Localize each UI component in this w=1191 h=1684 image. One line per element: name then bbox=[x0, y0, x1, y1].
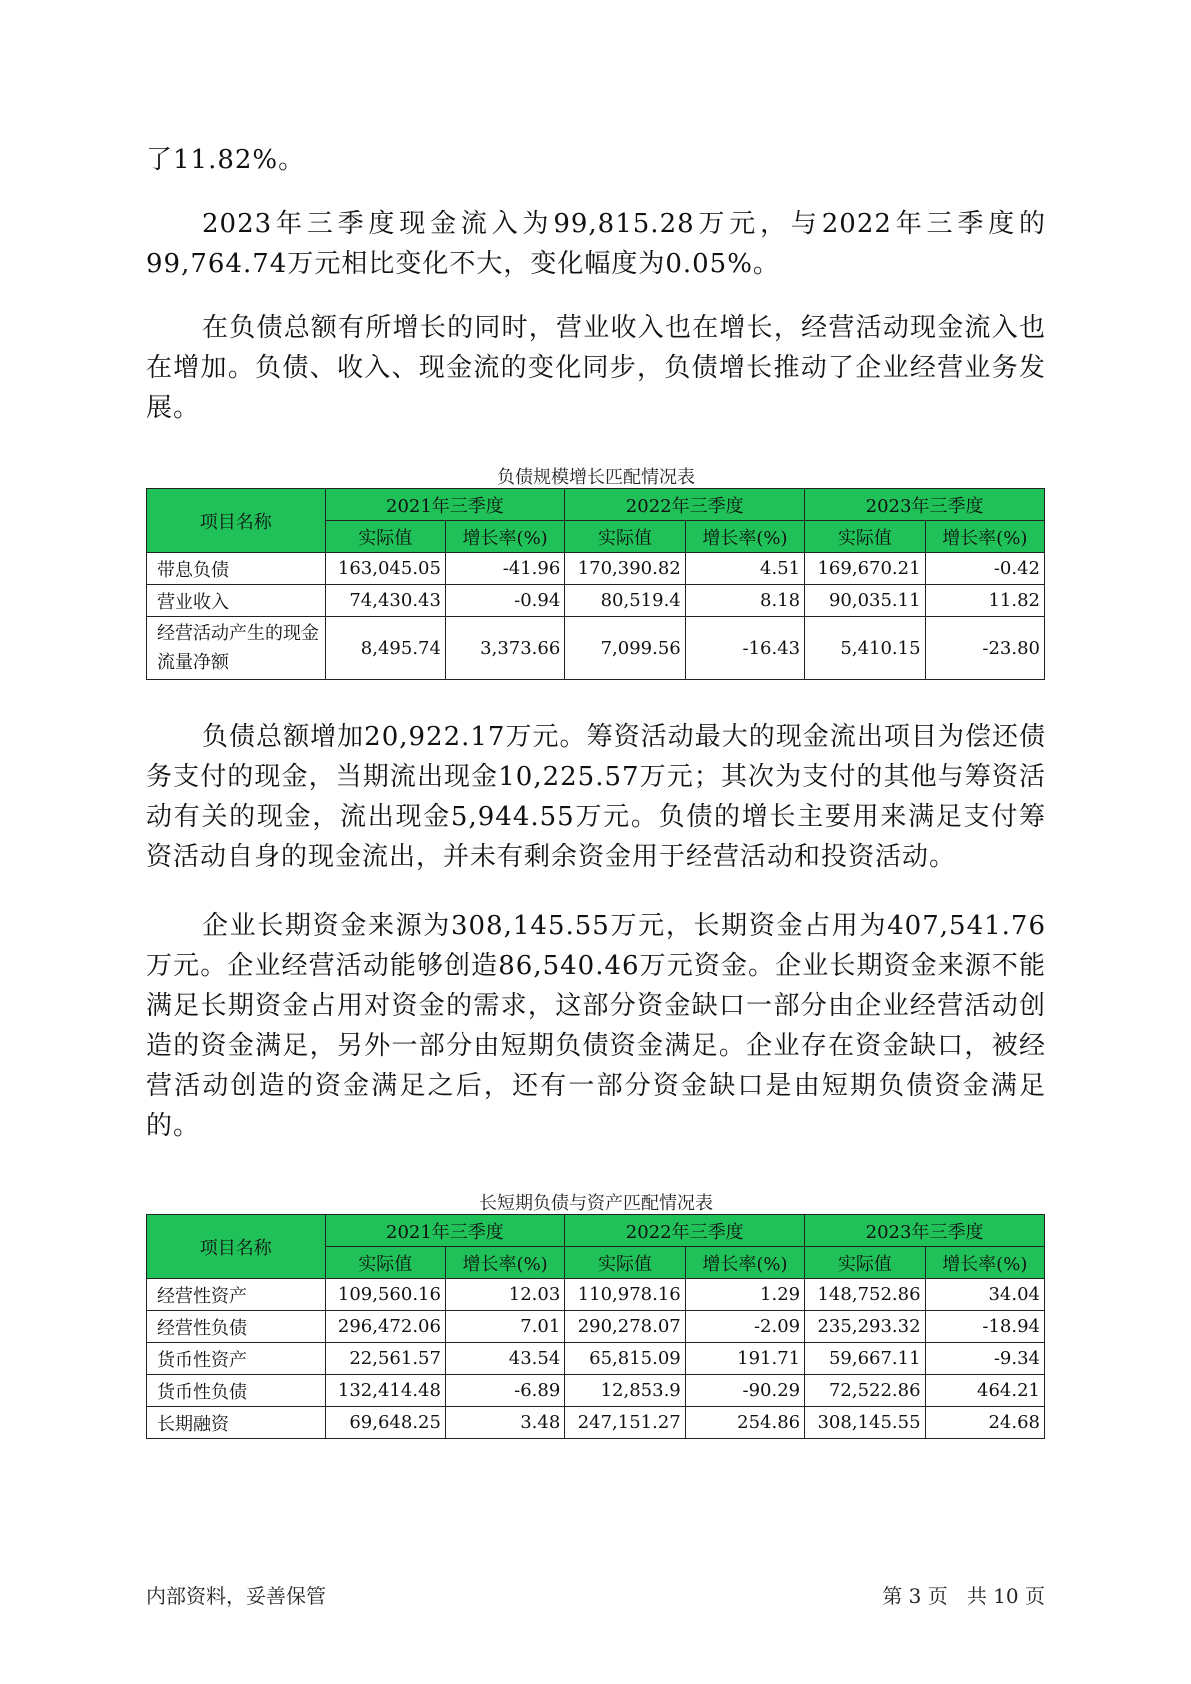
debt-scale-table bbox=[146, 488, 1045, 680]
growth-rate-header: 增长率(%) bbox=[445, 1247, 564, 1279]
cell: 59,667.11 bbox=[805, 1343, 925, 1375]
cell: -90.29 bbox=[685, 1375, 804, 1407]
cell: 24.68 bbox=[925, 1407, 1044, 1439]
cell: 43.54 bbox=[445, 1343, 564, 1375]
cell: 308,145.55 bbox=[805, 1407, 925, 1439]
cell: -23.80 bbox=[925, 617, 1044, 680]
cell: 74,430.43 bbox=[325, 585, 445, 617]
cell: 72,522.86 bbox=[805, 1375, 925, 1407]
cell: 5,410.15 bbox=[805, 617, 925, 680]
cell: 254.86 bbox=[685, 1407, 804, 1439]
actual-value-header: 实际值 bbox=[565, 521, 685, 553]
actual-value-header: 实际值 bbox=[565, 1247, 685, 1279]
cell: 110,978.16 bbox=[565, 1279, 685, 1311]
paragraph: 2023年三季度现金流入为99,815.28万元，与2022年三季度的99,764.74万元相比变化不大，变化幅度为0.05%。 bbox=[146, 209, 1046, 279]
cell: 7,099.56 bbox=[565, 617, 685, 680]
item-name-header: 项目名称 bbox=[147, 489, 326, 553]
cell: 170,390.82 bbox=[565, 553, 685, 585]
period-header: 2022年三季度 bbox=[565, 489, 805, 521]
period-header: 2021年三季度 bbox=[325, 489, 565, 521]
cell: -41.96 bbox=[445, 553, 564, 585]
growth-rate-header: 增长率(%) bbox=[925, 1247, 1044, 1279]
period-header: 2023年三季度 bbox=[805, 489, 1045, 521]
cell: 34.04 bbox=[925, 1279, 1044, 1311]
paragraph: 在负债总额有所增长的同时，营业收入也在增长，经营活动现金流入也在增加。负债、收入、现金流的变化同步，负债增长推动了企业经营业务发展。 bbox=[146, 313, 1046, 423]
growth-rate-header: 增长率(%) bbox=[685, 521, 804, 553]
row-label: 货币性资产 bbox=[147, 1343, 326, 1375]
cell: 3.48 bbox=[445, 1407, 564, 1439]
cell: -0.42 bbox=[925, 553, 1044, 585]
paragraph: 负债总额增加20,922.17万元。筹资活动最大的现金流出项目为偿还债务支付的现金，当期流出现金10,225.57万元；其次为支付的其他与筹资活动有关的现金，流出现金5,944.55万元。负债的增长主要用来满足支付筹资活动自身的现金流出，并未有剩余资金用于经营活动和投资活动。 bbox=[146, 722, 1046, 872]
cell: 296,472.06 bbox=[325, 1311, 445, 1343]
cell: 22,561.57 bbox=[325, 1343, 445, 1375]
period-header: 2021年三季度 bbox=[325, 1215, 565, 1247]
table-caption: 长短期负债与资产匹配情况表 bbox=[479, 1193, 713, 1214]
paragraph: 了11.82%。 bbox=[146, 145, 306, 175]
row-label: 经营性资产 bbox=[147, 1279, 326, 1311]
cell: -0.94 bbox=[445, 585, 564, 617]
actual-value-header: 实际值 bbox=[805, 1247, 925, 1279]
table-row bbox=[147, 617, 1045, 680]
table-row bbox=[147, 1311, 1045, 1343]
cell: 3,373.66 bbox=[445, 617, 564, 680]
cell: -18.94 bbox=[925, 1311, 1044, 1343]
cell: 132,414.48 bbox=[325, 1375, 445, 1407]
row-label: 经营活动产生的现金流量净额 bbox=[147, 617, 326, 680]
cell: -16.43 bbox=[685, 617, 804, 680]
row-label: 带息负债 bbox=[147, 553, 326, 585]
growth-rate-header: 增长率(%) bbox=[445, 521, 564, 553]
cell: 12.03 bbox=[445, 1279, 564, 1311]
table-row bbox=[147, 1407, 1045, 1439]
cell: 109,560.16 bbox=[325, 1279, 445, 1311]
actual-value-header: 实际值 bbox=[805, 521, 925, 553]
row-label: 货币性负债 bbox=[147, 1375, 326, 1407]
growth-rate-header: 增长率(%) bbox=[685, 1247, 804, 1279]
debt-asset-match-table bbox=[146, 1214, 1045, 1439]
cell: 12,853.9 bbox=[565, 1375, 685, 1407]
cell: 235,293.32 bbox=[805, 1311, 925, 1343]
paragraph: 企业长期资金来源为308,145.55万元，长期资金占用为407,541.76万元。企业经营活动能够创造86,540.46万元资金。企业长期资金来源不能满足长期资金占用对资金的需求，这部分资金缺口一部分由企业经营活动创造的资金满足，另外一部分由短期负债资金满足。企业存在资金缺口，被经营活动创造的资金满足之后，还有一部分资金缺口是由短期负债资金满足的。 bbox=[146, 911, 1046, 1141]
cell: 290,278.07 bbox=[565, 1311, 685, 1343]
growth-rate-header: 增长率(%) bbox=[925, 521, 1044, 553]
table-row bbox=[147, 585, 1045, 617]
table-row bbox=[147, 1375, 1045, 1407]
period-header: 2023年三季度 bbox=[805, 1215, 1045, 1247]
cell: -2.09 bbox=[685, 1311, 804, 1343]
footer-left-text: 内部资料，妥善保管 bbox=[146, 1584, 326, 1608]
row-label: 长期融资 bbox=[147, 1407, 326, 1439]
item-name-header: 项目名称 bbox=[147, 1215, 326, 1279]
row-label: 营业收入 bbox=[147, 585, 326, 617]
table-row bbox=[147, 553, 1045, 585]
actual-value-header: 实际值 bbox=[325, 1247, 445, 1279]
cell: 8.18 bbox=[685, 585, 804, 617]
cell: 1.29 bbox=[685, 1279, 804, 1311]
table-row bbox=[147, 1343, 1045, 1375]
cell: 4.51 bbox=[685, 553, 804, 585]
cell: -9.34 bbox=[925, 1343, 1044, 1375]
row-label: 经营性负债 bbox=[147, 1311, 326, 1343]
cell: 90,035.11 bbox=[805, 585, 925, 617]
cell: 65,815.09 bbox=[565, 1343, 685, 1375]
cell: 169,670.21 bbox=[805, 553, 925, 585]
actual-value-header: 实际值 bbox=[325, 521, 445, 553]
cell: -6.89 bbox=[445, 1375, 564, 1407]
page-number: 第 3 页 共 10 页 bbox=[882, 1584, 1045, 1608]
cell: 148,752.86 bbox=[805, 1279, 925, 1311]
cell: 80,519.4 bbox=[565, 585, 685, 617]
cell: 7.01 bbox=[445, 1311, 564, 1343]
table-row bbox=[147, 1279, 1045, 1311]
period-header: 2022年三季度 bbox=[565, 1215, 805, 1247]
cell: 191.71 bbox=[685, 1343, 804, 1375]
cell: 11.82 bbox=[925, 585, 1044, 617]
cell: 8,495.74 bbox=[325, 617, 445, 680]
table-caption: 负债规模增长匹配情况表 bbox=[497, 467, 695, 488]
cell: 69,648.25 bbox=[325, 1407, 445, 1439]
cell: 163,045.05 bbox=[325, 553, 445, 585]
cell: 247,151.27 bbox=[565, 1407, 685, 1439]
cell: 464.21 bbox=[925, 1375, 1044, 1407]
